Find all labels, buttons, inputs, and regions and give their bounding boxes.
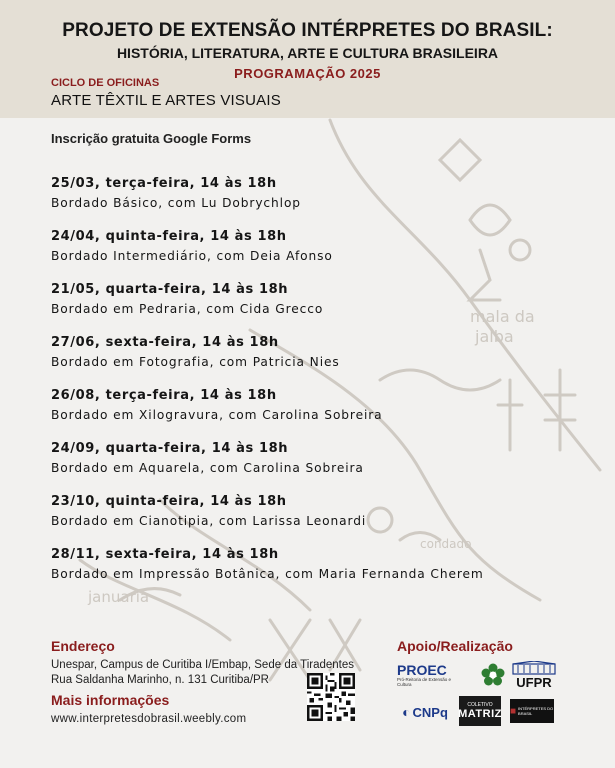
tema-label: ARTE TÊXTIL E ARTES VISUAIS [51, 92, 281, 109]
ciclo-label: CICLO DE OFICINAS [51, 77, 160, 89]
schedule-item [51, 493, 484, 546]
cnpq-logo [397, 702, 453, 722]
interpretes-do-brasil-logo [510, 699, 554, 723]
schedule-description: Bordado em Fotografia, com Patricia Nies [51, 355, 340, 369]
coletivo-matriz-logo [459, 696, 501, 726]
unespar-logo-icon [480, 662, 506, 688]
svg-text:januaria: januaria [88, 588, 150, 606]
mais-informacoes-heading: Mais informações [51, 692, 170, 708]
programacao-label: PROGRAMAÇÃO 2025 [234, 66, 381, 81]
schedule-item [51, 175, 484, 228]
schedule-description: Bordado em Pedraria, com Cida Grecco [51, 302, 324, 316]
footer [0, 628, 615, 768]
schedule-date: 25/03, terça-feira, 14 às 18h [51, 176, 277, 191]
endereco-line-1: Unespar, Campus de Curitiba I/Embap, Sede da Tiradentes [51, 659, 355, 671]
schedule-date: 24/09, quarta-feira, 14 às 18h [51, 441, 289, 456]
proec-logo-subtitle: Pró-Reitoria de Extensão e Cultura [397, 677, 452, 687]
header-banner [0, 0, 615, 118]
schedule-item [51, 546, 484, 599]
ufpr-logo [510, 660, 558, 690]
matriz-logo-text: MATRIZ [458, 708, 502, 720]
apoio-heading: Apoio/Realização [397, 638, 513, 654]
schedule-date: 23/10, quinta-feira, 14 às 18h [51, 494, 287, 509]
schedule-description: Bordado em Impressão Botânica, com Maria Fernanda Cherem [51, 567, 484, 581]
ib-logo-text: INTÉRPRETES DO BRASIL [518, 706, 554, 716]
schedule-date: 21/05, quarta-feira, 14 às 18h [51, 282, 289, 297]
svg-text:mala da: mala da [470, 307, 535, 326]
proec-logo-text: PROEC [397, 662, 447, 678]
schedule-description: Bordado em Cianotipia, com Larissa Leonardi [51, 514, 367, 528]
proec-logo [397, 662, 457, 688]
ufpr-logo-text: UFPR [516, 674, 552, 690]
schedule-description: Bordado em Xilogravura, com Carolina Sobreira [51, 408, 383, 422]
ufpr-building-icon [512, 661, 556, 675]
website-link[interactable]: www.interpretesdobrasil.weebly.com [51, 713, 247, 725]
endereco-heading: Endereço [51, 638, 115, 654]
schedule-item [51, 440, 484, 493]
schedule-date: 24/04, quinta-feira, 14 às 18h [51, 229, 287, 244]
cnpq-logo-icon: ◐ [402, 704, 411, 720]
schedule-date: 28/11, sexta-feira, 14 às 18h [51, 547, 279, 562]
endereco-line-2: Rua Saldanha Marinho, n. 131 Curitiba/PR [51, 674, 269, 686]
schedule-description: Bordado Básico, com Lu Dobrychlop [51, 196, 301, 210]
schedule-date: 26/08, terça-feira, 14 às 18h [51, 388, 277, 403]
matriz-logo-top: COLETIVO [467, 702, 493, 708]
svg-text:jalba: jalba [475, 327, 514, 346]
schedule-item [51, 334, 484, 387]
schedule-item [51, 281, 484, 334]
ib-logo-icon: ■ [510, 705, 517, 717]
schedule-description: Bordado Intermediário, com Deia Afonso [51, 249, 333, 263]
workshop-schedule [51, 175, 484, 599]
schedule-item [51, 228, 484, 281]
schedule-date: 27/06, sexta-feira, 14 às 18h [51, 335, 279, 350]
schedule-description: Bordado em Aquarela, com Carolina Sobreira [51, 461, 364, 475]
inscricao-text: Inscrição gratuita Google Forms [51, 131, 252, 146]
page-subtitle: HISTÓRIA, LITERATURA, ARTE E CULTURA BRASILEIRA [116, 45, 499, 61]
page-title: PROJETO DE EXTENSÃO INTÉRPRETES DO BRASIL: [62, 20, 553, 41]
cnpq-logo-text: CNPq [412, 704, 448, 720]
qr-code-icon[interactable] [307, 673, 355, 721]
svg-text:condado: condado [420, 537, 472, 551]
schedule-item [51, 387, 484, 440]
